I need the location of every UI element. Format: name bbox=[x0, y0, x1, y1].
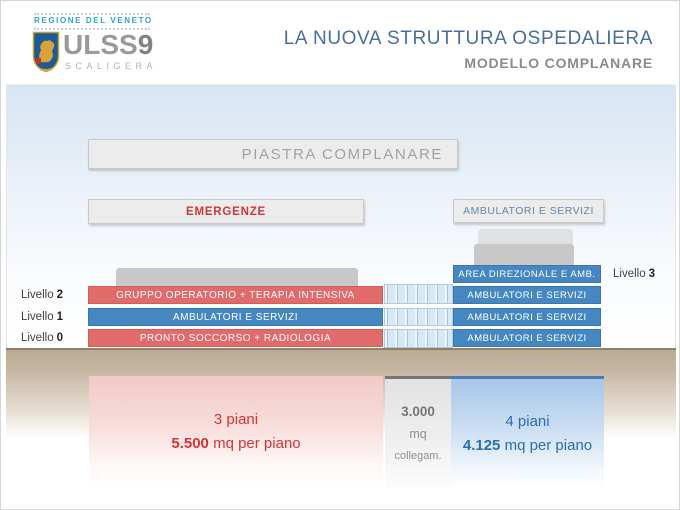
level-caption-word: Livello bbox=[20, 332, 54, 344]
header bbox=[1, 1, 680, 84]
org-number: 9 bbox=[137, 29, 154, 60]
level-caption-word: Livello bbox=[613, 268, 646, 280]
page-subtitle: MODELLO COMPLANARE bbox=[464, 55, 653, 71]
right-building-roof bbox=[474, 244, 574, 265]
left-level-bar-1 bbox=[88, 308, 383, 326]
middle-block-line1: 3.000 bbox=[401, 403, 435, 419]
level-caption-num: 2 bbox=[56, 289, 63, 301]
middle-underground-block bbox=[385, 376, 451, 488]
right-underground-block bbox=[451, 376, 604, 488]
level-caption-1 bbox=[1, 308, 63, 326]
level-caption-word: Livello bbox=[20, 311, 54, 323]
title-block bbox=[284, 28, 653, 71]
right-level-bar-0 bbox=[453, 329, 601, 347]
level-caption-word: Livello bbox=[20, 289, 54, 301]
ambulatori-header-bar bbox=[453, 199, 604, 223]
page-title: LA NUOVA STRUTTURA OSPEDALIERA bbox=[283, 28, 653, 49]
right-block-line2 bbox=[463, 434, 592, 458]
right-level-bar-2-label: AMBULATORI E SERVIZI bbox=[467, 289, 587, 301]
right-block-line1: 4 piani bbox=[505, 412, 550, 430]
left-block-line2 bbox=[171, 432, 300, 456]
right-level-bar-1 bbox=[453, 308, 601, 326]
left-level-bar-2-label: GRUPPO OPERATORIO + TERAPIA INTENSIVA bbox=[116, 289, 355, 301]
ulss-crest-icon bbox=[32, 31, 60, 73]
level-caption-num: 1 bbox=[56, 311, 63, 323]
org-name: ULSS bbox=[63, 29, 138, 60]
middle-block-line3: collegam. bbox=[394, 449, 442, 462]
emergenze-label: EMERGENZE bbox=[185, 205, 267, 218]
piastra-complanare-bar bbox=[88, 139, 458, 169]
connector-bridge-bottom bbox=[384, 329, 453, 348]
middle-block-line2: mq bbox=[409, 426, 427, 441]
level-caption-num: 3 bbox=[648, 268, 656, 280]
level-caption-0 bbox=[1, 329, 63, 347]
right-level-bar-0-label: AMBULATORI E SERVIZI bbox=[467, 332, 587, 344]
right-block-line2-rest: mq per piano bbox=[500, 436, 593, 454]
left-underground-block bbox=[89, 376, 383, 488]
org-subname: SCALIGERA bbox=[65, 61, 158, 71]
right-level-bar-3-label: AREA DIREZIONALE E AMB. bbox=[458, 268, 596, 280]
level-caption-num: 0 bbox=[56, 332, 63, 344]
piastra-complanare-label: PIASTRA COMPLANARE bbox=[241, 145, 443, 163]
left-level-bar-1-label: AMBULATORI E SERVIZI bbox=[172, 311, 299, 323]
left-level-bar-0 bbox=[88, 329, 383, 347]
left-building-roof bbox=[116, 268, 358, 286]
right-level-bar-3 bbox=[453, 265, 601, 283]
left-level-bar-0-label: PRONTO SOCCORSO + RADIOLOGIA bbox=[139, 332, 332, 344]
connector-bridge-top bbox=[384, 284, 453, 304]
left-block-line1: 3 piani bbox=[213, 411, 259, 428]
left-block-line2-bold: 5.500 bbox=[171, 435, 209, 452]
right-level-bar-2 bbox=[453, 286, 601, 304]
emergenze-bar bbox=[88, 199, 364, 224]
ambulatori-header-label: AMBULATORI E SERVIZI bbox=[463, 205, 594, 217]
region-label: REGIONE DEL VENETO bbox=[34, 16, 153, 25]
level-caption-2 bbox=[1, 286, 63, 304]
dotted-divider-top bbox=[34, 13, 150, 15]
level-caption-3 bbox=[613, 265, 673, 283]
left-block-line2-rest: mq per piano bbox=[208, 435, 301, 452]
org-logo-text bbox=[63, 30, 153, 60]
left-level-bar-2 bbox=[88, 286, 383, 304]
connector-bridge-middle bbox=[384, 308, 453, 326]
right-level-bar-1-label: AMBULATORI E SERVIZI bbox=[467, 311, 587, 323]
right-block-line2-bold: 4.125 bbox=[462, 436, 501, 454]
